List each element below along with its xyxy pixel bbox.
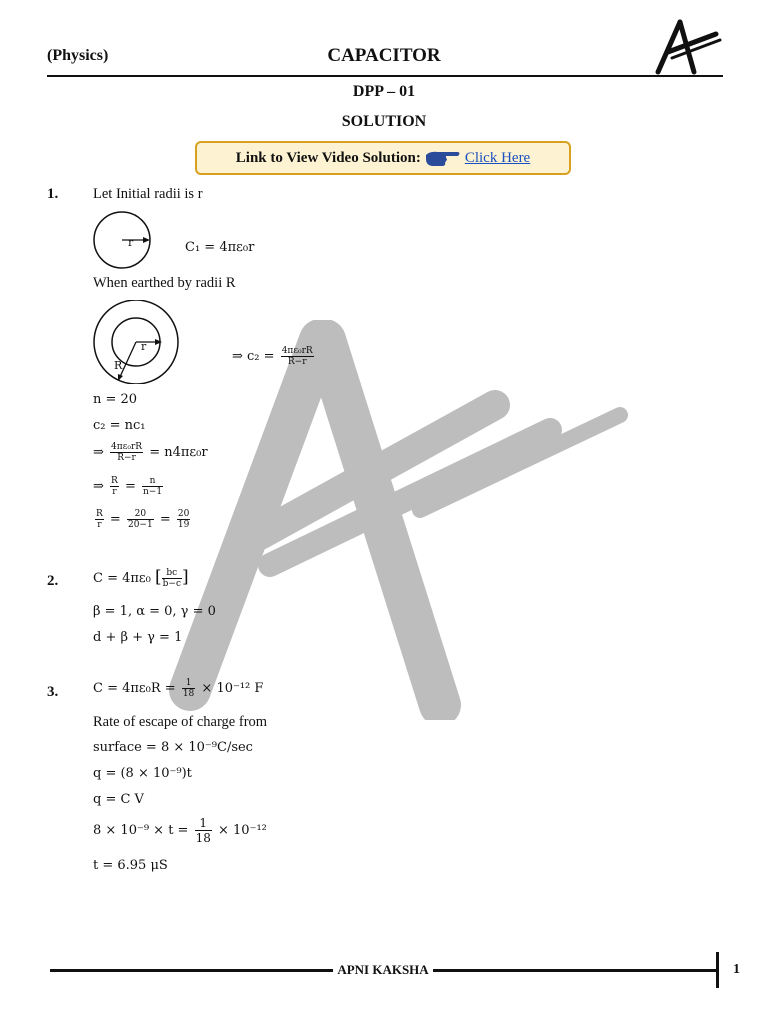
page-title: CAPACITOR	[327, 45, 441, 66]
footer-brand: APNI KAKSHA	[337, 962, 429, 977]
q3-line-7: t = 6.95 μS	[93, 858, 168, 873]
q3-eq-capacitance: C = 4πε₀R = $\frac{1}{18}$ × 10⁻¹² F	[93, 678, 264, 699]
question-3-number: 3.	[47, 684, 59, 700]
q1-line-5: ⇒ $\frac{\text{4πε₀rR}}{R-r}$ = n4πε₀r	[93, 442, 208, 463]
q2-line-3: d + β + γ = 1	[93, 630, 183, 645]
question-2-number: 2.	[47, 573, 59, 589]
q3-line-4: q = (8 × 10⁻⁹)t	[93, 766, 192, 781]
q1-n-line: n = 20	[93, 392, 138, 407]
subject-label: (Physics)	[47, 47, 109, 64]
footer-rule-right	[433, 969, 718, 972]
sphere-1-radius-label: r	[128, 236, 134, 249]
video-solution-banner	[195, 141, 571, 175]
q1-eq-c1: C₁ = 4πε₀r	[185, 240, 255, 255]
footer-vertical-bar	[716, 952, 719, 988]
brand-logo	[650, 18, 722, 76]
q3-line-5: q = C V	[93, 792, 144, 807]
q1-line-1: Let Initial radii is r	[93, 186, 203, 202]
q1-c2-line: c₂ = nc₁	[93, 418, 146, 433]
q3-line-6: 8 × 10⁻⁹ × t = $\frac{1}{18}$ × 10⁻¹²	[93, 816, 267, 845]
q1-eq-c2: ⇒ c₂ = $\frac{\text{4πε₀rR}}{R-r}$	[232, 346, 313, 367]
header-divider	[47, 75, 723, 77]
click-here-link[interactable]: Click Here	[464, 149, 531, 166]
video-link-label: Link to View Video Solution:	[235, 149, 421, 166]
q3-line-2: Rate of escape of charge from	[93, 714, 268, 730]
q1-line-2: When earthed by radii R	[93, 275, 236, 291]
q3-line-3: surface = 8 × 10⁻⁹C/sec	[93, 740, 253, 755]
sphere-diagram-2	[92, 300, 184, 384]
watermark-logo	[150, 320, 630, 720]
q1-line-6: ⇒ $\frac{R}{r}$ = $\frac{n}{n-1}$	[93, 476, 163, 497]
q2-eq-capacitance: C = 4πε₀ [ $\frac{bc}{b-c}$ ]	[93, 567, 189, 589]
dpp-label: DPP – 01	[352, 83, 416, 100]
pointing-hand-icon	[424, 147, 462, 169]
q2-line-2: β = 1, α = 0, γ = 0	[93, 604, 216, 619]
sphere-2-outer-radius-label: R	[114, 359, 123, 372]
page-number: 1	[733, 962, 740, 977]
question-1-number: 1.	[47, 186, 59, 202]
q1-line-7: $\frac{R}{r}$ = $\frac{20}{20-1}$ = $\frac{20}{19}$	[96, 509, 190, 530]
sphere-2-inner-radius-label: r	[141, 340, 147, 353]
solution-heading: SOLUTION	[341, 113, 427, 130]
sphere-diagram-1	[92, 210, 156, 270]
footer-rule-left	[50, 969, 333, 972]
